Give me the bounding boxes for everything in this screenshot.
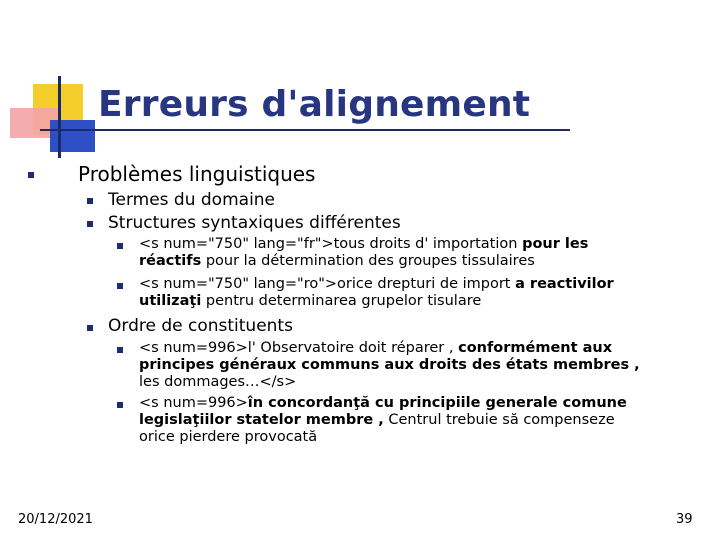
- example-fr-750-bold: pour les: [522, 236, 589, 252]
- bullet-square-icon: [28, 172, 34, 178]
- example-fr-996: [139, 340, 640, 391]
- example-fr-996-bold: conformément aux: [458, 340, 613, 356]
- decor-blue-square: [50, 120, 95, 152]
- bullet-problemes: Problèmes linguistiques: [78, 162, 316, 186]
- bullet-square-icon: [117, 347, 123, 353]
- bullet-ordre: Ordre de constituents: [108, 316, 293, 336]
- example-fr-996-text: <s num=996>l' Observatoire doit réparer ,: [139, 340, 459, 356]
- example-ro-750-text: <s num="750" lang="ro">orice drepturi de import: [139, 276, 516, 292]
- example-ro-996-bold-2: legislaţiilor statelor membre ,: [139, 412, 384, 428]
- example-fr-750-text-2: pour la détermination des groupes tissulaires: [201, 253, 535, 269]
- example-fr-750-text: <s num="750" lang="fr">tous droits d' importation: [139, 236, 523, 252]
- bullet-square-icon: [117, 243, 123, 249]
- example-ro-996-text-2: Centrul trebuie să compenseze: [383, 412, 615, 428]
- example-fr-750: [139, 236, 588, 270]
- example-ro-996-bold: în concordanţă cu principiile generale comune: [247, 395, 627, 411]
- bullet-square-icon: [117, 283, 123, 289]
- footer-date: 20/12/2021: [18, 512, 93, 527]
- bullet-square-icon: [87, 325, 93, 331]
- example-ro-750-bold-2: utilizaţi: [139, 293, 202, 309]
- example-fr-996-bold-2: principes généraux communs aux droits des états membres ,: [139, 357, 640, 373]
- bullet-termes: Termes du domaine: [108, 190, 276, 210]
- example-ro-996: [139, 395, 627, 446]
- example-ro-996-text-3: orice pierdere provocată: [139, 429, 318, 445]
- decor-vertical-line: [58, 76, 61, 158]
- example-ro-750-bold: a reactivilor: [515, 276, 614, 292]
- example-ro-996-text: <s num=996>: [139, 395, 248, 411]
- bullet-structures: Structures syntaxiques différentes: [108, 213, 401, 233]
- bullet-square-icon: [117, 402, 123, 408]
- page-number: 39: [676, 512, 693, 527]
- example-fr-996-text-3: les dommages…</s>: [139, 374, 297, 390]
- slide-title: Erreurs d'alignement: [98, 84, 531, 125]
- example-ro-750: [139, 276, 614, 310]
- example-fr-750-bold-2: réactifs: [139, 253, 202, 269]
- example-ro-750-text-2: pentru determinarea grupelor tisulare: [201, 293, 482, 309]
- bullet-square-icon: [87, 221, 93, 227]
- title-underline: [40, 129, 570, 131]
- bullet-square-icon: [87, 198, 93, 204]
